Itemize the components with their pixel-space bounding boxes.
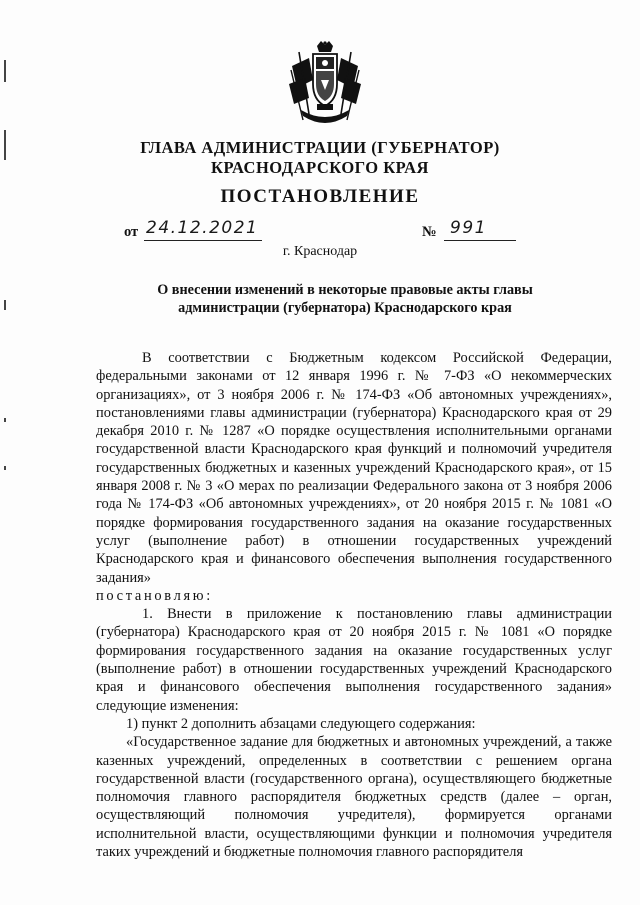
org-title-line1: ГЛАВА АДМИНИСТРАЦИИ (ГУБЕРНАТОР) [140,138,500,157]
document-subject [150,281,540,317]
date-number-row [124,218,524,244]
scan-edge-mark [4,466,6,470]
coat-of-arms-icon [287,40,363,128]
number-underline [444,240,516,241]
document-body [96,349,612,861]
date-underline [144,240,262,241]
document-type-title: ПОСТАНОВЛЕНИЕ [220,186,420,207]
date-label: от [124,224,139,240]
scan-edge-mark [4,60,6,82]
body-paragraph-subitem1: 1) пункт 2 дополнить абзацами следующего содержания: [126,715,476,732]
body-paragraph-quote: «Государственное задание для бюджетных и автономных учреждений, а также казенных учреждений, определенных в соответствии с решением органа государственной власти (государственного органа), осуществляющего бюджетные полномочия главного распорядителя бюджетных средств (далее – орган, осуществляющий полномочия учредителя), формируется органами исполнительной власти, осуществляющими функции и полномочия учредителя таких учреждений и бюджетные полномочия главного распорядителя [96,734,612,861]
body-paragraph-decree: постановляю: [96,587,213,604]
number-label: № [422,224,437,240]
body-paragraph-item1: 1. Внести в приложение к постановлению главы администрации (губернатора) Краснодарского края от 20 ноября 2015 г. № 1081 «О порядке формирования государственного задания на оказание государственных услуг (выполнение работ) в отношении государственных учреждений Краснодарского края и финансового обеспечения выполнения государственного задания» следующие изменения: [96,606,612,714]
date-value: 24.12.2021 [146,218,259,238]
subject-line2: администрации (губернатора) Краснодарского края [178,300,512,316]
subject-line1: О внесении изменений в некоторые правовые акты главы [157,282,533,298]
org-title-line2: КРАСНОДАРСКОГО КРАЯ [211,158,429,177]
number-value: 991 [450,218,487,238]
body-paragraph-preamble: В соответствии с Бюджетным кодексом Российской Федерации, федеральными законами от 12 января 1996 г. № 7-ФЗ «О некоммерческих организациях», от 3 ноября 2006 г. № 174-ФЗ «Об автономных учреждениях», постановлениями главы администрации (губернатора) Краснодарского края от 29 декабря 2010 г. № 1287 «О порядке осуществления исполнительными органами государственной власти Краснодарского края функций и полномочий учредителя государственных бюджетных и казенных учреждений Краснодарского края», от 15 января 2008 г. № 3 «О мерах по реализации Федерального закона от 3 ноября 2006 года № 174-ФЗ «Об автономных учреждениях», от 20 ноября 2015 г. № 1081 «О порядке формирования государственного задания на оказание государственных услуг (выполнение работ) в отношении государственных учреждений Краснодарского края и финансового обеспечения выполнения государственного задания» [96,350,612,586]
scan-edge-mark [4,300,6,310]
scan-edge-mark [4,418,6,422]
city-line: г. Краснодар [282,244,358,259]
